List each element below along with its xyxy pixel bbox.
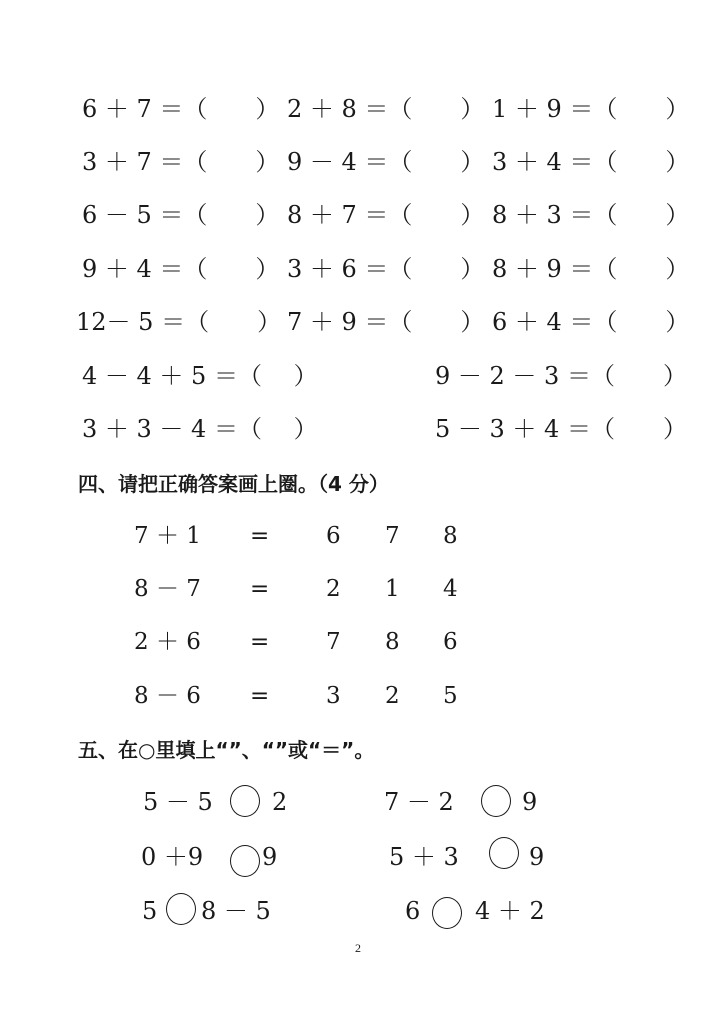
choice-expression: 8 － 6 [134, 683, 201, 709]
equation: 3 ＋ 3 － 4 ＝（ ） [82, 415, 318, 443]
equals-sign: = [250, 576, 270, 602]
page-number: 2 [355, 941, 361, 955]
choice-option[interactable]: 2 [326, 576, 341, 602]
choice-expression: 7 ＋ 1 [134, 523, 201, 549]
equation: 1 ＋ 9 ＝（ ） [492, 95, 690, 123]
compare-circle[interactable] [166, 893, 196, 925]
choice-option[interactable]: 2 [385, 683, 400, 709]
choice-expression: 8 － 7 [134, 576, 201, 602]
equation: 8 ＋ 3 ＝（ ） [492, 201, 690, 229]
choice-option[interactable]: 6 [326, 523, 341, 549]
equation: 4 － 4 ＋ 5 ＝（ ） [82, 362, 318, 390]
equals-sign: = [250, 683, 270, 709]
section4-title: 四、请把正确答案画上圈。（4 分） [78, 472, 389, 496]
compare-right: 2 [272, 788, 288, 816]
equation: 8 ＋ 7 ＝（ ） [287, 201, 485, 229]
choice-option[interactable]: 5 [443, 683, 458, 709]
compare-left: 5 ＋ 3 [389, 843, 459, 871]
compare-right: 8 － 5 [201, 897, 271, 925]
section5-title: 五、在○里填上“”、“”或“＝”。 [78, 738, 375, 762]
compare-left: 5 [142, 897, 158, 925]
compare-left: 5 － 5 [143, 788, 213, 816]
equation: 3 ＋ 4 ＝（ ） [492, 148, 690, 176]
compare-circle[interactable] [481, 785, 511, 817]
compare-circle[interactable] [432, 897, 462, 929]
compare-left: 0 ＋9 [141, 843, 204, 871]
equation: 9 ＋ 4 ＝（ ） [82, 255, 280, 283]
compare-circle[interactable] [230, 785, 260, 817]
equation: 6 ＋ 7 ＝（ ） [82, 95, 280, 123]
choice-option[interactable]: 7 [385, 523, 400, 549]
equation: 6 ＋ 4 ＝（ ） [492, 308, 690, 336]
equation: 7 ＋ 9 ＝（ ） [287, 308, 485, 336]
equation: 3 ＋ 7 ＝（ ） [82, 148, 280, 176]
equation: 9 － 2 － 3 ＝（ ） [435, 362, 687, 390]
equals-sign: = [250, 523, 270, 549]
equation: 5 － 3 ＋ 4 ＝（ ） [435, 415, 687, 443]
compare-right: 4 ＋ 2 [475, 897, 545, 925]
equation: 9 － 4 ＝（ ） [287, 148, 485, 176]
compare-left: 7 － 2 [384, 788, 454, 816]
choice-option[interactable]: 7 [326, 629, 341, 655]
equation: 12－ 5 ＝（ ） [76, 308, 282, 336]
choice-option[interactable]: 4 [443, 576, 458, 602]
compare-circle[interactable] [489, 837, 519, 869]
compare-right: 9 [529, 843, 545, 871]
equation: 8 ＋ 9 ＝（ ） [492, 255, 690, 283]
equals-sign: = [250, 629, 270, 655]
equation: 2 ＋ 8 ＝（ ） [287, 95, 485, 123]
choice-expression: 2 ＋ 6 [134, 629, 201, 655]
equation: 6 － 5 ＝（ ） [82, 201, 280, 229]
compare-right: 9 [262, 843, 278, 871]
compare-right: 9 [522, 788, 538, 816]
choice-option[interactable]: 6 [443, 629, 458, 655]
choice-option[interactable]: 3 [326, 683, 341, 709]
compare-circle[interactable] [230, 845, 260, 877]
compare-left: 6 [405, 897, 421, 925]
equation: 3 ＋ 6 ＝（ ） [287, 255, 485, 283]
choice-option[interactable]: 1 [385, 576, 400, 602]
choice-option[interactable]: 8 [385, 629, 400, 655]
choice-option[interactable]: 8 [443, 523, 458, 549]
